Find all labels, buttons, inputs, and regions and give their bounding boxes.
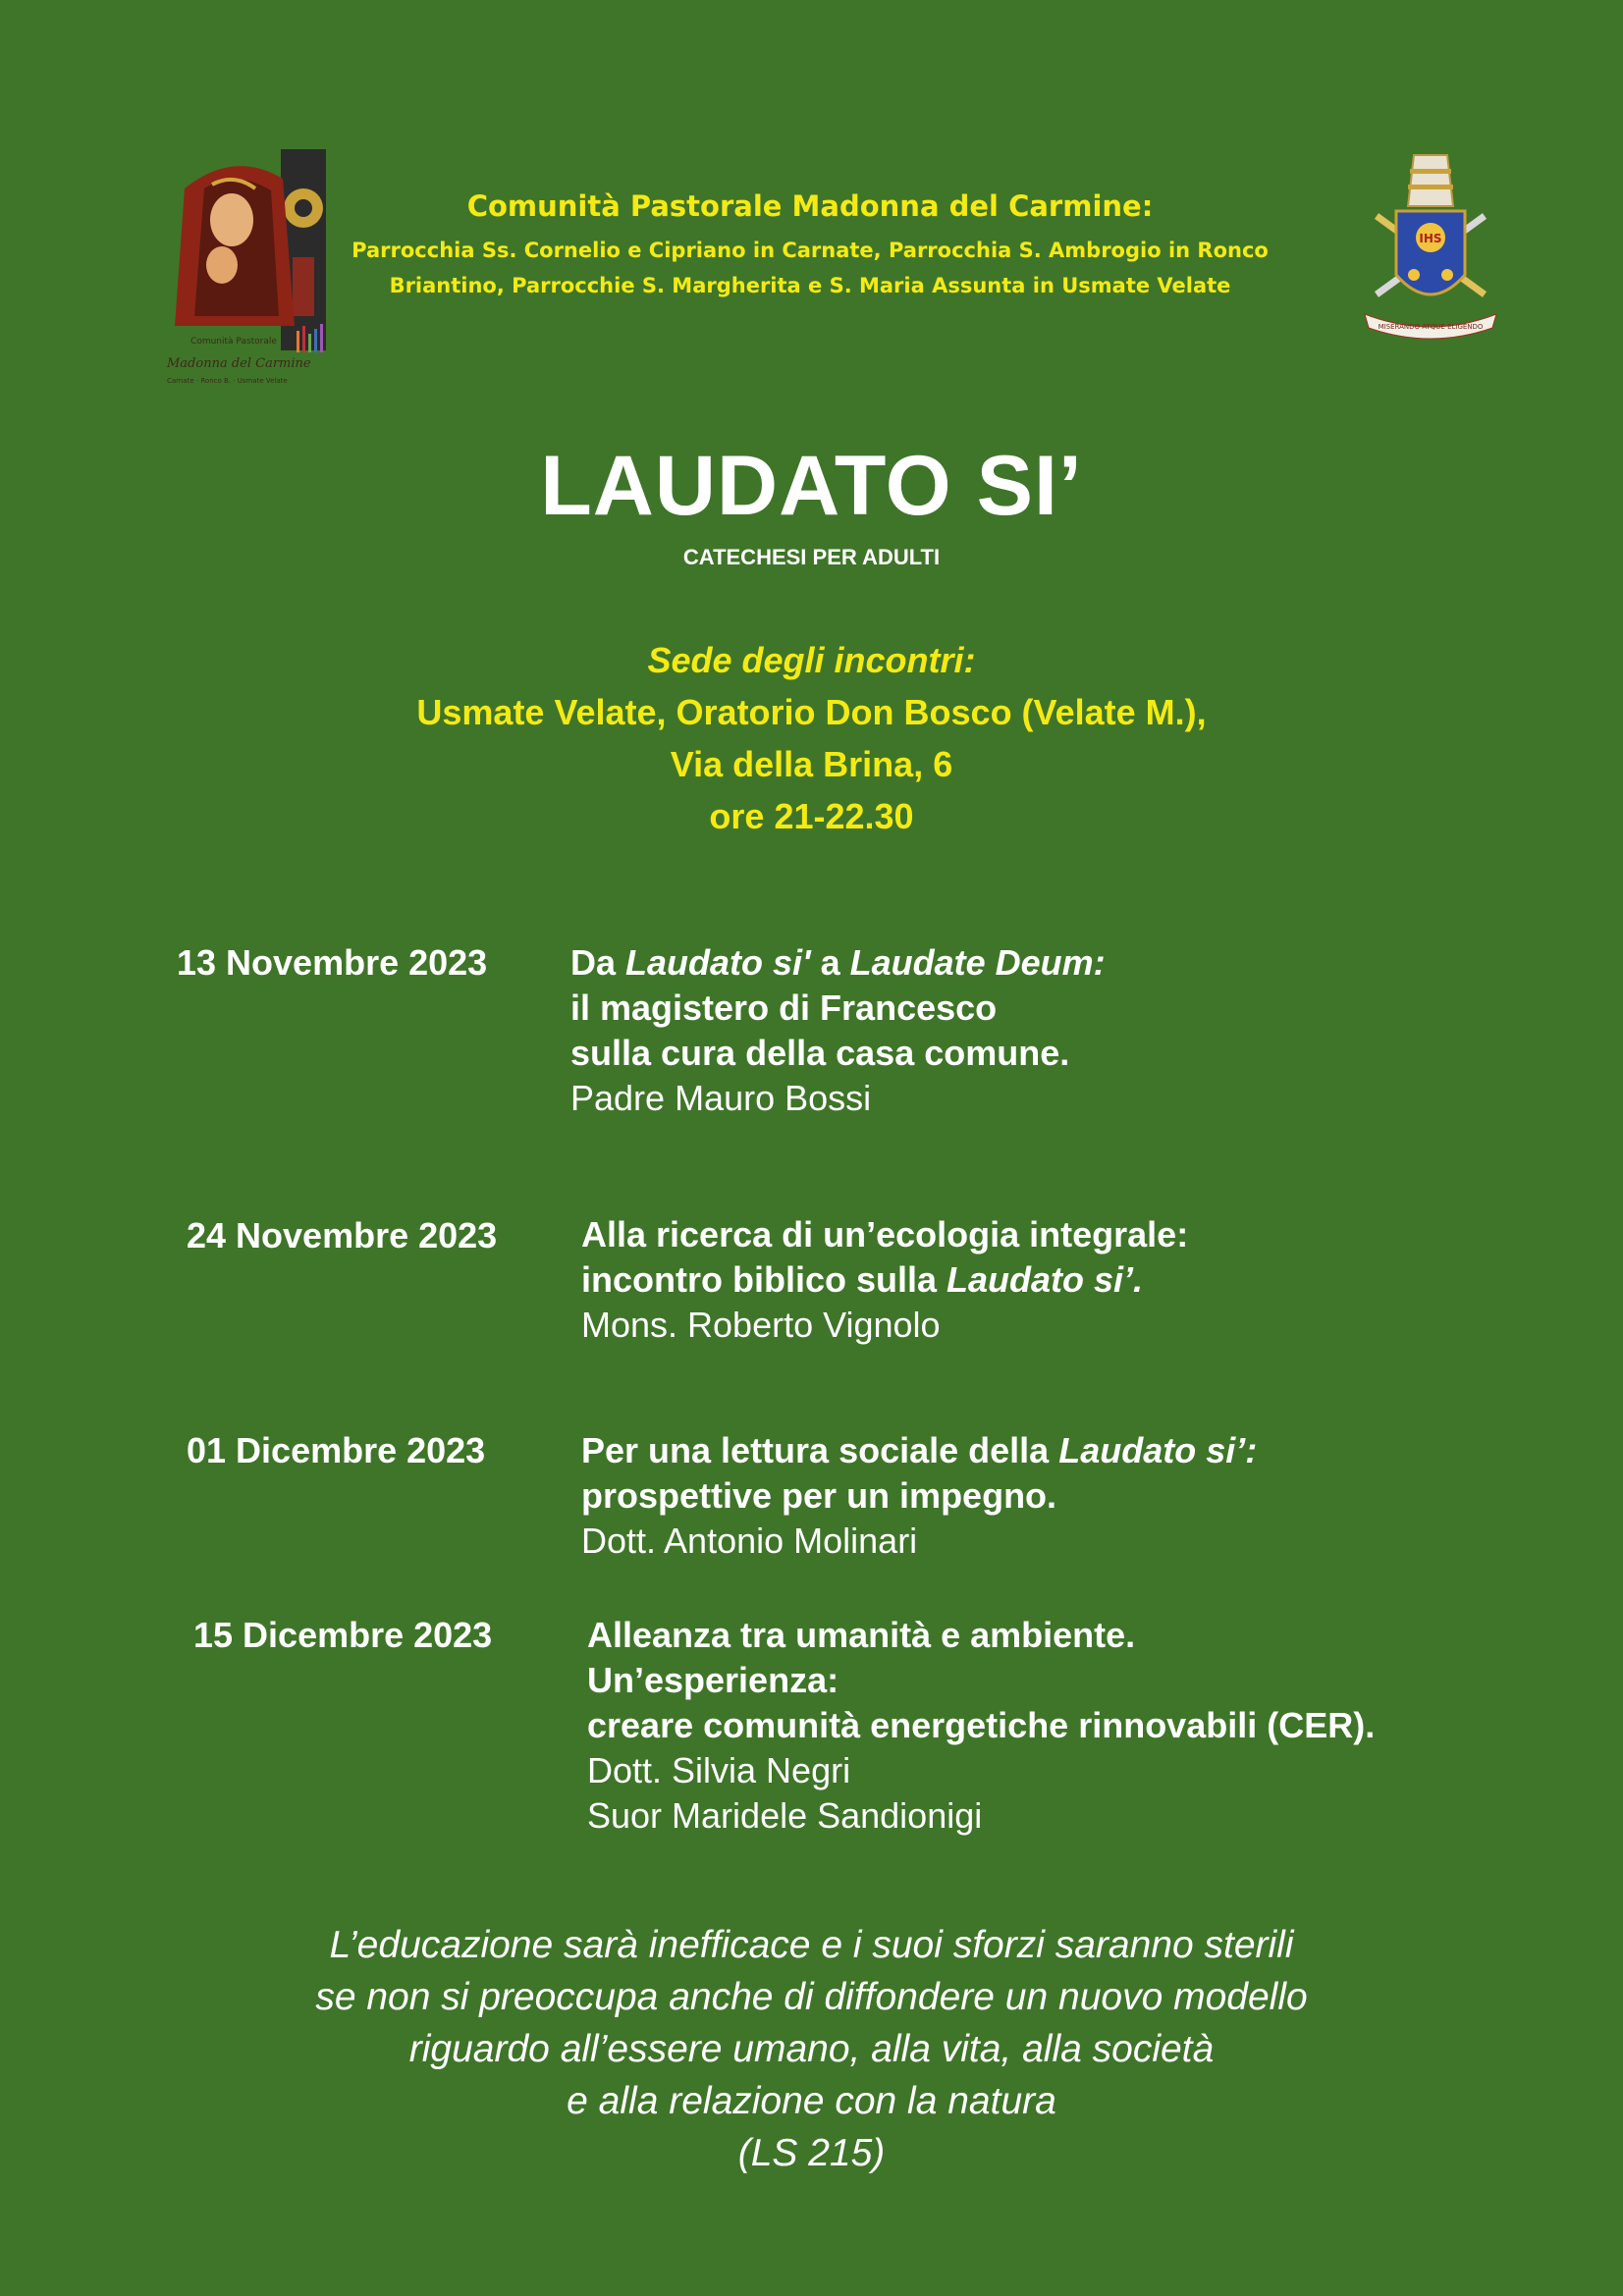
event-date: 15 Dicembre 2023 bbox=[193, 1615, 493, 1655]
event-speaker: Mons. Roberto Vignolo bbox=[581, 1305, 941, 1345]
madonna-icon bbox=[165, 149, 332, 389]
closing-quote bbox=[0, 1919, 1623, 2179]
event-title-line: Per una lettura sociale della Laudato si’: bbox=[581, 1430, 1258, 1470]
event-title-line: prospettive per un impegno. bbox=[581, 1475, 1057, 1516]
quote-line: riguardo all’essere umano, alla vita, alla società bbox=[408, 2028, 1215, 2070]
event-item bbox=[587, 1613, 1375, 1839]
event-title-line: Alla ricerca di un’ecologia integrale: bbox=[581, 1214, 1189, 1255]
page-title: LAUDATO SI’ bbox=[540, 439, 1083, 533]
event-speaker: Dott. Antonio Molinari bbox=[581, 1521, 918, 1561]
venue-line-1: Usmate Velate, Oratorio Don Bosco (Velate M.), bbox=[416, 692, 1207, 732]
logo-caption-2: Madonna del Carmine bbox=[167, 356, 311, 371]
logo-caption-1: Comunità Pastorale bbox=[190, 337, 277, 347]
event-speaker: Dott. Silvia Negri bbox=[587, 1750, 851, 1790]
header bbox=[324, 189, 1296, 303]
event-title-line: incontro biblico sulla Laudato si’. bbox=[581, 1259, 1144, 1300]
svg-text:IHS: IHS bbox=[1419, 232, 1442, 245]
quote-line: L’educazione sarà inefficace e i suoi sforzi saranno sterili bbox=[329, 1924, 1294, 1966]
parishes-line-2: Briantino, Parrocchie S. Margherita e S. Maria Assunta in Usmate Velate bbox=[389, 274, 1231, 297]
coat-of-arms bbox=[1357, 147, 1504, 347]
venue-line-3: ore 21-22.30 bbox=[709, 796, 914, 836]
parishes-line-1: Parrocchia Ss. Cornelio e Cipriano in Carnate, Parrocchia S. Ambrogio in Ronco bbox=[352, 239, 1269, 262]
venue-info bbox=[0, 634, 1623, 842]
event-speaker: Padre Mauro Bossi bbox=[570, 1078, 872, 1118]
quote-line: e alla relazione con la natura bbox=[567, 2080, 1056, 2122]
event-speaker: Suor Maridele Sandionigi bbox=[587, 1795, 983, 1836]
community-title: Comunità Pastorale Madonna del Carmine: bbox=[466, 189, 1154, 223]
papal-coat-of-arms-icon bbox=[1357, 147, 1504, 347]
parish-logo bbox=[165, 149, 332, 389]
event-title-line: Alleanza tra umanità e ambiente. bbox=[587, 1615, 1136, 1655]
page-subtitle: CATECHESI PER ADULTI bbox=[682, 545, 941, 569]
event-date: 24 Novembre 2023 bbox=[187, 1215, 498, 1255]
event-item bbox=[570, 940, 1106, 1121]
event-item bbox=[581, 1428, 1257, 1564]
event-date: 13 Novembre 2023 bbox=[177, 942, 488, 983]
logo-caption-3: Carnate · Ronco B. · Usmate Velate bbox=[167, 377, 288, 385]
event-title-line: creare comunità energetiche rinnovabili (CER). bbox=[587, 1705, 1376, 1745]
coat-motto: MISERANDO ATQUE ELIGENDO bbox=[1378, 323, 1484, 331]
event-title-line: Da Laudato si' a Laudate Deum: bbox=[570, 942, 1106, 983]
quote-source: (LS 215) bbox=[737, 2132, 886, 2174]
event-date: 01 Dicembre 2023 bbox=[187, 1430, 486, 1470]
venue-label: Sede degli incontri: bbox=[647, 640, 976, 680]
event-title-line: il magistero di Francesco bbox=[570, 988, 998, 1028]
quote-line: se non si preoccupa anche di diffondere un nuovo modello bbox=[315, 1976, 1308, 2018]
event-item bbox=[581, 1212, 1188, 1348]
event-title-line: sulla cura della casa comune. bbox=[570, 1033, 1070, 1073]
event-title-line: Un’esperienza: bbox=[587, 1660, 839, 1700]
venue-line-2: Via della Brina, 6 bbox=[670, 744, 953, 784]
